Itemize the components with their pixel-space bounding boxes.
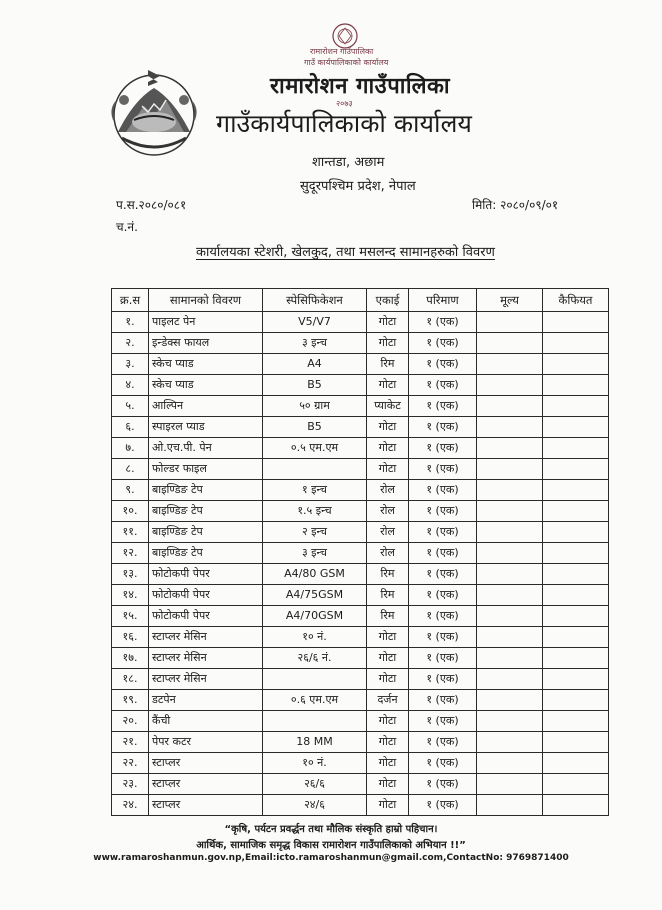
row-remarks [543, 312, 609, 333]
row-sn: १५. [112, 606, 149, 627]
row-remarks [543, 774, 609, 795]
row-unit: रिम [367, 564, 409, 585]
row-spec: B5 [263, 417, 367, 438]
row-qty: १ (एक) [409, 711, 477, 732]
row-qty: १ (एक) [409, 459, 477, 480]
table-row [112, 711, 609, 732]
document-title: कार्यालयका स्टेशरी, खेलकुद, तथा मसलन्द सामानहरुको विवरण [196, 245, 495, 260]
header-sn: क्र.स [112, 289, 149, 312]
row-sn: १४. [112, 585, 149, 606]
row-sn: ६. [112, 417, 149, 438]
row-sn: २. [112, 333, 149, 354]
row-sn: १९. [112, 690, 149, 711]
row-unit: गोटा [367, 417, 409, 438]
row-item: पेपर कटर [149, 732, 263, 753]
row-qty: १ (एक) [409, 732, 477, 753]
table-row [112, 417, 609, 438]
row-qty: १ (एक) [409, 417, 477, 438]
row-price [477, 501, 543, 522]
row-price [477, 690, 543, 711]
row-remarks [543, 627, 609, 648]
row-remarks [543, 459, 609, 480]
row-item: डटपेन [149, 690, 263, 711]
row-spec: 18 MM [263, 732, 367, 753]
table-row [112, 543, 609, 564]
nepal-emblem-icon [104, 60, 204, 160]
row-sn: २३. [112, 774, 149, 795]
row-qty: १ (एक) [409, 354, 477, 375]
table-row [112, 480, 609, 501]
row-qty: १ (एक) [409, 774, 477, 795]
row-sn: ८. [112, 459, 149, 480]
table-row [112, 690, 609, 711]
row-remarks [543, 333, 609, 354]
seal-line-1: रामारोशन गाउँपालिका [310, 47, 374, 56]
row-unit: प्याकेट [367, 396, 409, 417]
row-qty: १ (एक) [409, 396, 477, 417]
row-sn: १७. [112, 648, 149, 669]
table-row [112, 396, 609, 417]
table-row [112, 669, 609, 690]
row-unit: गोटा [367, 711, 409, 732]
row-remarks [543, 753, 609, 774]
row-price [477, 669, 543, 690]
row-remarks [543, 501, 609, 522]
row-price [477, 543, 543, 564]
row-remarks [543, 522, 609, 543]
row-spec: ०.५ एम.एम [263, 438, 367, 459]
address-line-1: शान्तडा, अछाम [312, 155, 385, 170]
row-unit: गोटा [367, 648, 409, 669]
row-item: फोल्डर फाइल [149, 459, 263, 480]
header-qty: परिमाण [409, 289, 477, 312]
row-price [477, 732, 543, 753]
row-spec: २४/६ [263, 795, 367, 816]
row-item: स्पाइरल प्याड [149, 417, 263, 438]
row-price [477, 627, 543, 648]
row-item: स्टाप्लर [149, 753, 263, 774]
row-price [477, 585, 543, 606]
row-qty: १ (एक) [409, 333, 477, 354]
row-sn: ३. [112, 354, 149, 375]
row-unit: गोटा [367, 459, 409, 480]
row-unit: रोल [367, 501, 409, 522]
row-sn: २२. [112, 753, 149, 774]
header-spec: स्पेसिफिकेशन [263, 289, 367, 312]
row-qty: १ (एक) [409, 522, 477, 543]
row-spec: ३ इन्च [263, 543, 367, 564]
row-qty: १ (एक) [409, 606, 477, 627]
seal-year: २०७३ [336, 99, 353, 108]
table-row [112, 774, 609, 795]
reference-number: प.स.२०८०/०८१ [116, 198, 187, 212]
row-sn: ११. [112, 522, 149, 543]
row-spec [263, 459, 367, 480]
row-sn: १२. [112, 543, 149, 564]
row-item: स्केच प्याड [149, 354, 263, 375]
row-unit: गोटा [367, 627, 409, 648]
row-unit: गोटा [367, 753, 409, 774]
row-unit: दर्जन [367, 690, 409, 711]
table-row [112, 606, 609, 627]
row-qty: १ (एक) [409, 753, 477, 774]
items-table [111, 288, 609, 816]
table-row [112, 354, 609, 375]
row-price [477, 459, 543, 480]
row-sn: १. [112, 312, 149, 333]
row-unit: गोटा [367, 795, 409, 816]
row-unit: गोटा [367, 438, 409, 459]
row-qty: १ (एक) [409, 501, 477, 522]
table-row [112, 375, 609, 396]
table-row [112, 564, 609, 585]
table-row [112, 795, 609, 816]
table-row [112, 732, 609, 753]
row-price [477, 753, 543, 774]
row-unit: रोल [367, 522, 409, 543]
row-price [477, 606, 543, 627]
row-sn: २०. [112, 711, 149, 732]
footer-slogan-1: “कृषि, पर्यटन प्रवर्द्धन तथा मौलिक संस्कृति हाम्रो पहिचान। [224, 824, 438, 835]
header-unit: एकाई [367, 289, 409, 312]
row-price [477, 375, 543, 396]
row-spec: B5 [263, 375, 367, 396]
row-price [477, 711, 543, 732]
row-item: स्टाप्लर मेसिन [149, 648, 263, 669]
table-row [112, 522, 609, 543]
row-sn: १६. [112, 627, 149, 648]
row-spec: A4 [263, 354, 367, 375]
row-spec: A4/75GSM [263, 585, 367, 606]
row-qty: १ (एक) [409, 375, 477, 396]
row-spec: २६/६ [263, 774, 367, 795]
row-price [477, 564, 543, 585]
row-price [477, 312, 543, 333]
row-spec: २६/६ नं. [263, 648, 367, 669]
document-date: मिति: २०८०/०९/०१ [472, 198, 559, 212]
row-price [477, 354, 543, 375]
row-price [477, 417, 543, 438]
row-sn: २४. [112, 795, 149, 816]
footer-contact: www.ramaroshanmun.gov.np,Email:icto.ramaroshanmun@gmail.com,ContactNo: 9769871400 [93, 853, 569, 863]
row-item: स्टाप्लर मेसिन [149, 669, 263, 690]
row-remarks [543, 585, 609, 606]
header-remarks: कैफियत [543, 289, 609, 312]
row-item: बाइण्डिङ टेप [149, 522, 263, 543]
row-spec: A4/80 GSM [263, 564, 367, 585]
table-header-row [112, 289, 609, 312]
row-unit: रिम [367, 606, 409, 627]
office-subtitle: गाउँकार्यपालिकाको कार्यालय [216, 109, 472, 138]
table-row [112, 459, 609, 480]
row-qty: १ (एक) [409, 648, 477, 669]
table-row [112, 501, 609, 522]
table-row [112, 753, 609, 774]
row-remarks [543, 711, 609, 732]
row-spec: १० नं. [263, 627, 367, 648]
row-remarks [543, 564, 609, 585]
row-unit: रिम [367, 585, 409, 606]
footer-slogan-2: आर्थिक, सामाजिक समृद्ध विकास रामारोशन गाउँपालिकाको अभियान !!” [196, 840, 466, 851]
row-remarks [543, 543, 609, 564]
office-name: रामारोशन गाउँपालिका [270, 73, 451, 99]
row-item: फोटोकपी पेपर [149, 606, 263, 627]
row-spec: १० नं. [263, 753, 367, 774]
table-row [112, 312, 609, 333]
row-item: पाइलट पेन [149, 312, 263, 333]
row-remarks [543, 375, 609, 396]
row-qty: १ (एक) [409, 312, 477, 333]
row-item: बाइण्डिङ टेप [149, 501, 263, 522]
row-spec: V5/V7 [263, 312, 367, 333]
header-price: मूल्य [477, 289, 543, 312]
row-unit: गोटा [367, 774, 409, 795]
row-spec: २ इन्च [263, 522, 367, 543]
row-item: बाइण्डिङ टेप [149, 480, 263, 501]
table-row [112, 627, 609, 648]
row-spec: ०.६ एम.एम [263, 690, 367, 711]
row-qty: १ (एक) [409, 564, 477, 585]
row-remarks [543, 354, 609, 375]
row-spec: A4/70GSM [263, 606, 367, 627]
row-price [477, 396, 543, 417]
row-price [477, 438, 543, 459]
dispatch-number: च.नं. [116, 220, 138, 234]
row-remarks [543, 606, 609, 627]
row-spec [263, 711, 367, 732]
row-item: कैंची [149, 711, 263, 732]
row-unit: रिम [367, 354, 409, 375]
row-unit: गोटा [367, 669, 409, 690]
row-qty: १ (एक) [409, 543, 477, 564]
row-price [477, 648, 543, 669]
row-price [477, 480, 543, 501]
row-item: फोटोकपी पेपर [149, 564, 263, 585]
row-item: स्टाप्लर मेसिन [149, 627, 263, 648]
row-remarks [543, 648, 609, 669]
row-sn: २१. [112, 732, 149, 753]
row-spec: १ इन्च [263, 480, 367, 501]
row-sn: ७. [112, 438, 149, 459]
row-unit: गोटा [367, 312, 409, 333]
row-remarks [543, 732, 609, 753]
row-remarks [543, 690, 609, 711]
table-row [112, 648, 609, 669]
row-item: स्केच प्याड [149, 375, 263, 396]
row-item: स्टाप्लर [149, 795, 263, 816]
row-spec: ५० ग्राम [263, 396, 367, 417]
row-qty: १ (एक) [409, 669, 477, 690]
row-item: इन्डेक्स फायल [149, 333, 263, 354]
row-sn: १८. [112, 669, 149, 690]
row-sn: ५. [112, 396, 149, 417]
row-item: फोटोकपी पेपर [149, 585, 263, 606]
row-remarks [543, 438, 609, 459]
row-spec: १.५ इन्च [263, 501, 367, 522]
row-qty: १ (एक) [409, 795, 477, 816]
row-price [477, 333, 543, 354]
row-item: ओ.एच.पी. पेन [149, 438, 263, 459]
row-remarks [543, 396, 609, 417]
address-line-2: सुदूरपश्चिम प्रदेश, नेपाल [300, 179, 416, 194]
row-spec: ३ इन्च [263, 333, 367, 354]
row-unit: गोटा [367, 375, 409, 396]
row-sn: ९. [112, 480, 149, 501]
table-row [112, 585, 609, 606]
row-remarks [543, 480, 609, 501]
row-qty: १ (एक) [409, 585, 477, 606]
row-item: आल्पिन [149, 396, 263, 417]
row-item: स्टाप्लर [149, 774, 263, 795]
row-remarks [543, 795, 609, 816]
row-remarks [543, 417, 609, 438]
row-sn: १३. [112, 564, 149, 585]
row-qty: १ (एक) [409, 627, 477, 648]
row-qty: १ (एक) [409, 438, 477, 459]
row-price [477, 774, 543, 795]
row-sn: ४. [112, 375, 149, 396]
row-item: बाइण्डिङ टेप [149, 543, 263, 564]
row-spec [263, 669, 367, 690]
row-sn: १०. [112, 501, 149, 522]
row-remarks [543, 669, 609, 690]
row-price [477, 522, 543, 543]
row-qty: १ (एक) [409, 480, 477, 501]
row-unit: रोल [367, 543, 409, 564]
row-unit: रोल [367, 480, 409, 501]
header-item: सामानको विवरण [149, 289, 263, 312]
row-unit: गोटा [367, 333, 409, 354]
row-unit: गोटा [367, 732, 409, 753]
row-price [477, 795, 543, 816]
seal-line-2: गाउँ कार्यपालिकाको कार्यालय [304, 58, 389, 67]
table-row [112, 438, 609, 459]
table-row [112, 333, 609, 354]
row-qty: १ (एक) [409, 690, 477, 711]
